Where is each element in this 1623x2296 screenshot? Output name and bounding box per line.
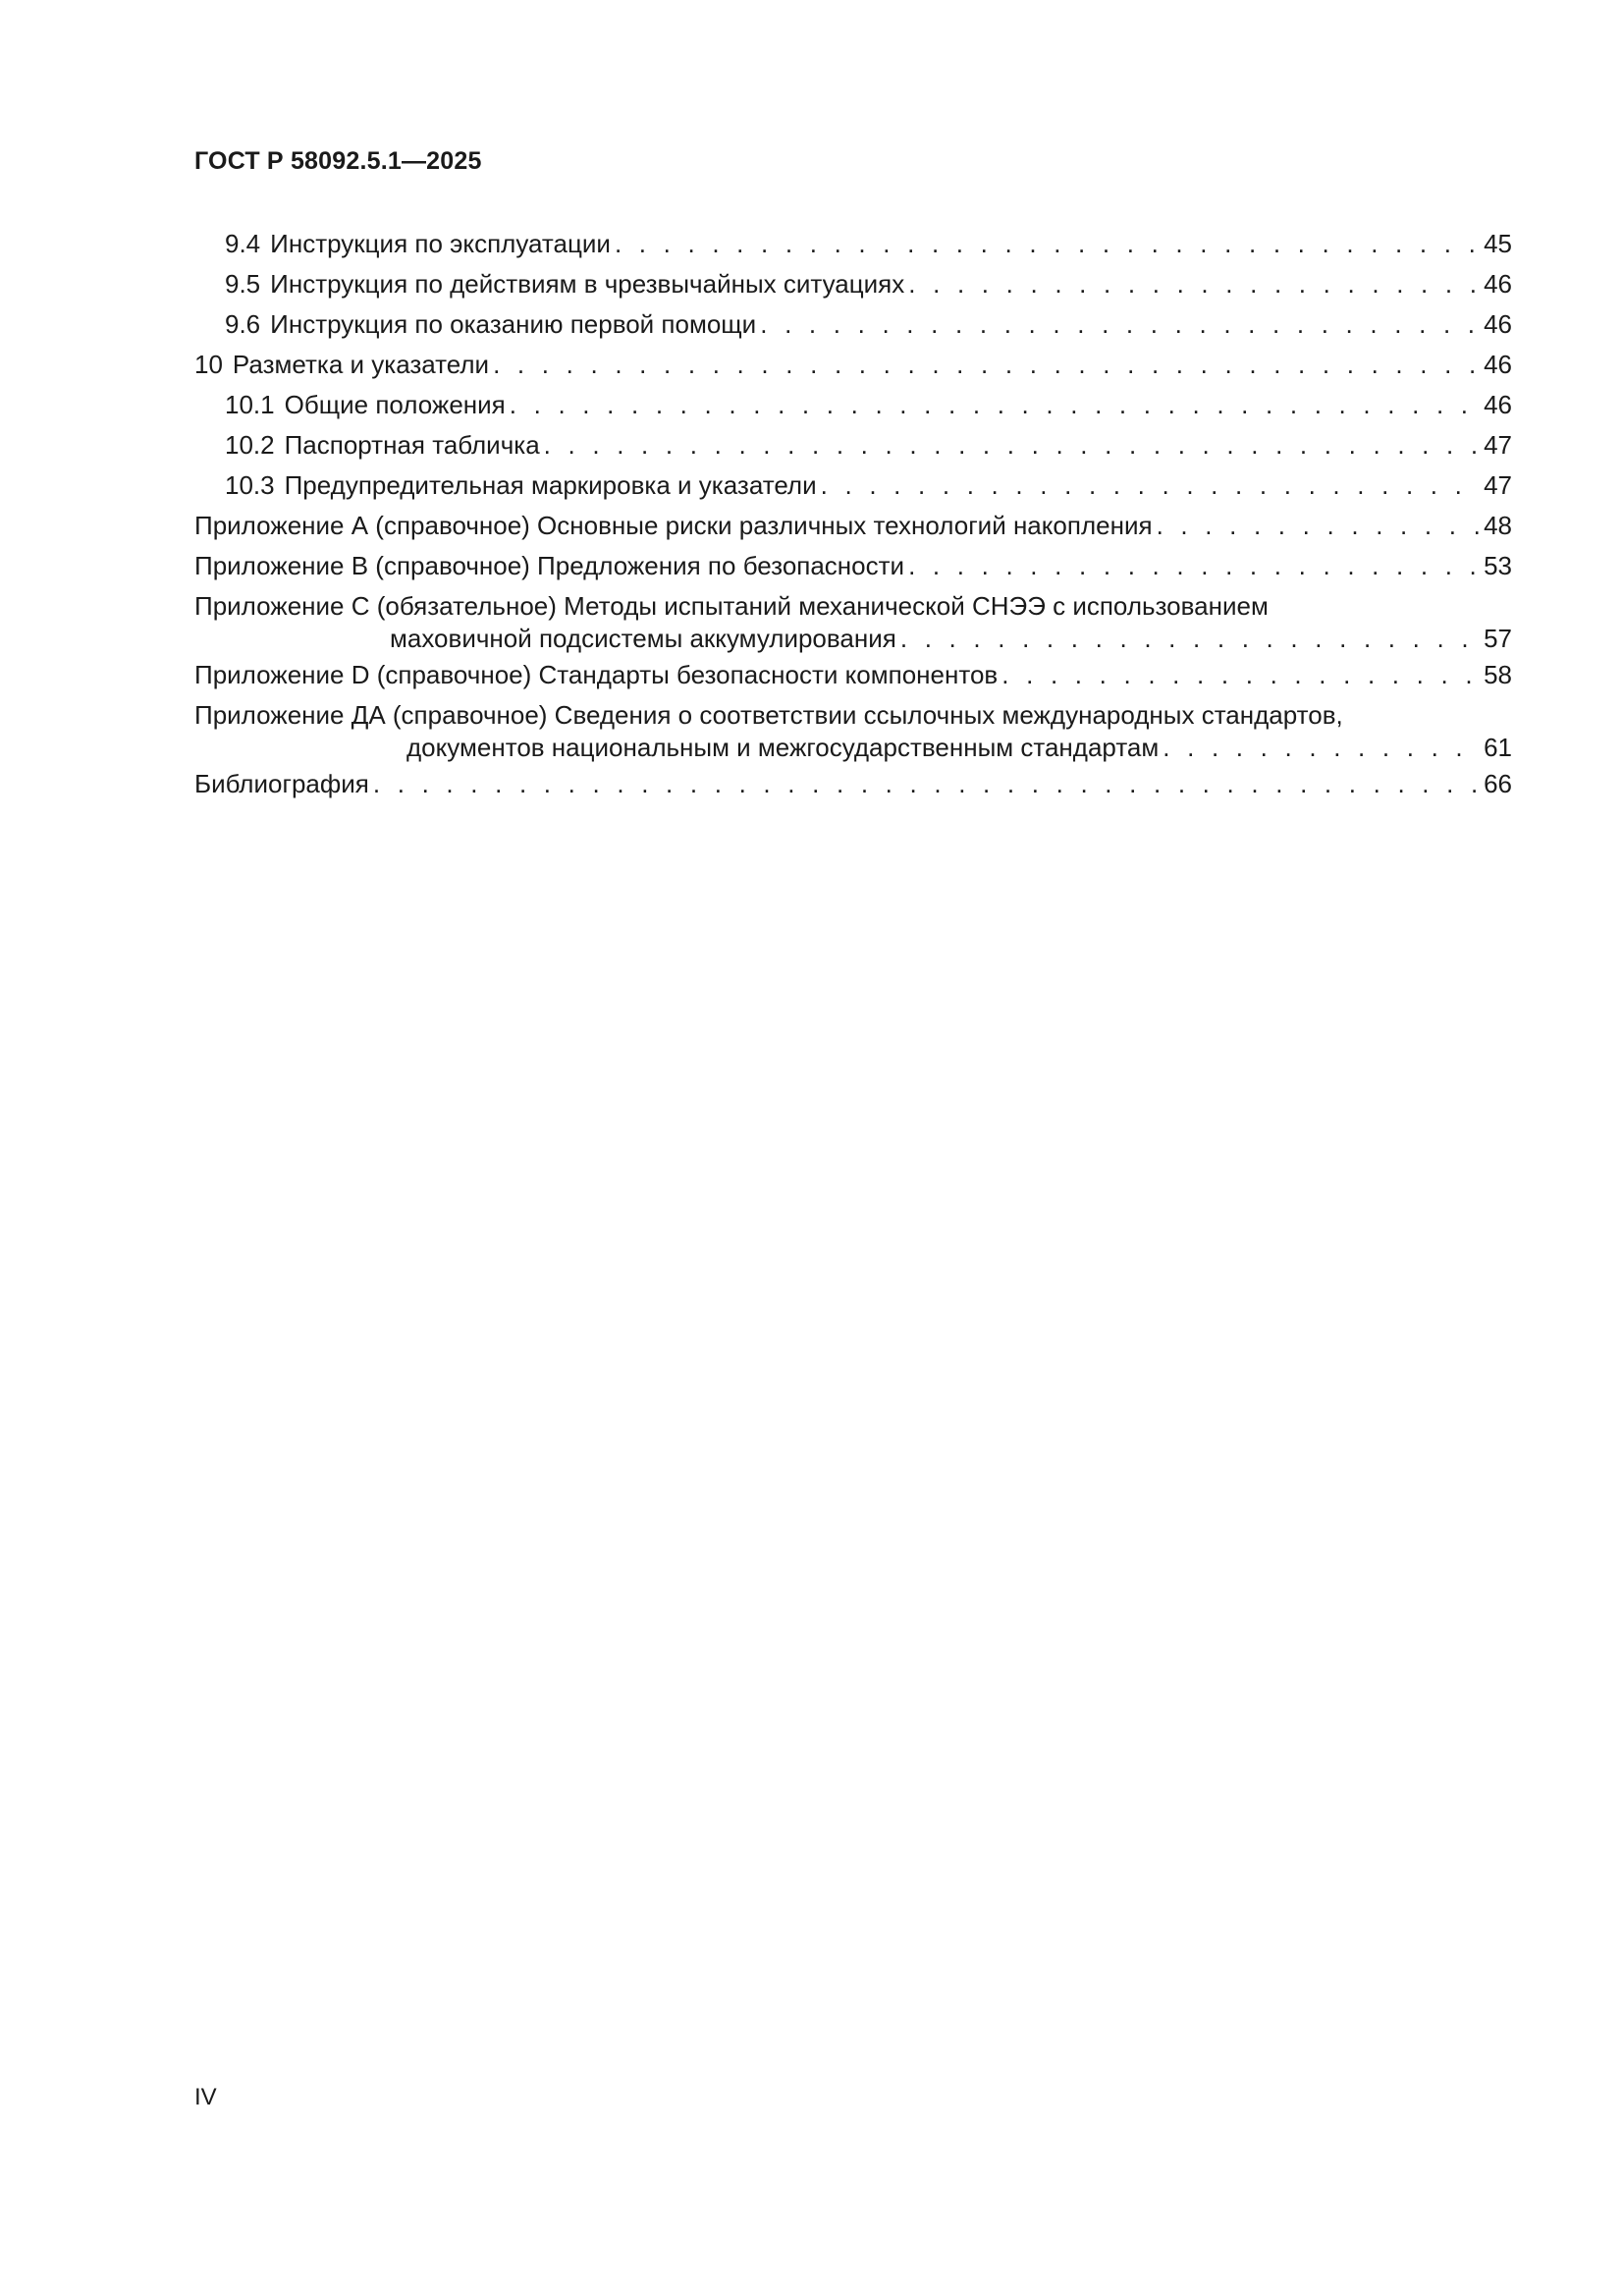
toc-entry-number: 10 [194,350,223,379]
toc-entry-10-3[interactable] [194,465,1512,506]
toc-entry-number: 10.2 [225,430,275,460]
toc-entry-page: 47 [1484,430,1512,460]
toc-dot-leader [821,465,1480,506]
toc-entry-title: Инструкция по действиям в чрезвычайных ситуациях [270,269,905,299]
toc-entry-title: Паспортная табличка [284,430,540,460]
toc-entry-title: Приложение D (справочное) Стандарты безопасности компонентов [194,660,999,689]
toc-entry-10-2[interactable] [194,425,1512,465]
toc-entry-page: 46 [1484,350,1512,379]
toc-entry-page: 46 [1484,309,1512,339]
toc-entry-number: 9.4 [225,229,261,258]
toc-entry-annex-d[interactable] [194,655,1512,695]
toc-entry-title: Предупредительная маркировка и указатели [284,470,817,500]
toc-entry-page: 53 [1484,551,1512,580]
toc-entry-title: Приложение ДА (справочное) Сведения о соответствии ссылочных международных стандартов, [194,700,1343,730]
toc-dot-leader [493,345,1480,385]
toc-entry-annex-a[interactable] [194,506,1512,546]
toc-entry-10[interactable] [194,345,1512,385]
toc-entry-title: Разметка и указатели [232,350,490,379]
toc-dot-leader [510,385,1480,425]
toc-entry-title: Общие положения [284,390,506,419]
toc-entry-page: 48 [1484,511,1512,540]
toc-dot-leader [760,304,1480,345]
toc-entry-page: 66 [1484,769,1512,798]
toc-dot-leader [908,264,1480,304]
toc-entry-annex-b[interactable] [194,546,1512,586]
toc-entry-number: 9.5 [225,269,261,299]
toc-entry-bibliography[interactable] [194,764,1512,804]
toc-entry-number: 10.1 [225,390,275,419]
toc-dot-leader [615,224,1480,264]
toc-entry-title: Приложение С (обязательное) Методы испытаний механической СНЭЭ с использованием [194,591,1269,621]
toc-entry-10-1[interactable] [194,385,1512,425]
table-of-contents [194,224,1512,804]
toc-entry-title-continued: маховичной подсистемы аккумулирования [390,624,896,653]
toc-entry-number: 10.3 [225,470,275,500]
toc-dot-leader [1163,732,1480,764]
toc-entry-title: Приложение В (справочное) Предложения по безопасности [194,551,905,580]
toc-entry-page: 45 [1484,229,1512,258]
toc-entry-annex-da[interactable] [194,695,1512,764]
document-header: ГОСТ Р 58092.5.1—2025 [194,147,482,175]
toc-entry-page: 58 [1484,660,1512,689]
toc-dot-leader [544,425,1480,465]
page-number: IV [194,2084,217,2110]
toc-entry-page: 47 [1484,470,1512,500]
toc-entry-9-4[interactable] [194,224,1512,264]
toc-dot-leader [1001,655,1480,695]
toc-entry-title: Инструкция по оказанию первой помощи [270,309,757,339]
toc-entry-number: 9.6 [225,309,261,339]
toc-entry-9-5[interactable] [194,264,1512,304]
toc-entry-title: Инструкция по эксплуатации [270,229,611,258]
toc-dot-leader [1157,506,1481,546]
toc-entry-annex-c[interactable] [194,586,1512,655]
toc-entry-title: Библиография [194,769,369,798]
toc-dot-leader [900,623,1480,655]
toc-dot-leader [373,764,1480,804]
toc-entry-9-6[interactable] [194,304,1512,345]
toc-entry-page: 46 [1484,269,1512,299]
toc-entry-title-continued: документов национальным и межгосударственным стандартам [406,733,1160,762]
toc-entry-page: 46 [1484,390,1512,419]
toc-dot-leader [908,546,1480,586]
toc-entry-title: Приложение А (справочное) Основные риски различных технологий накопления [194,511,1153,540]
toc-entry-page: 57 [1484,624,1512,653]
toc-entry-page: 61 [1484,733,1512,762]
